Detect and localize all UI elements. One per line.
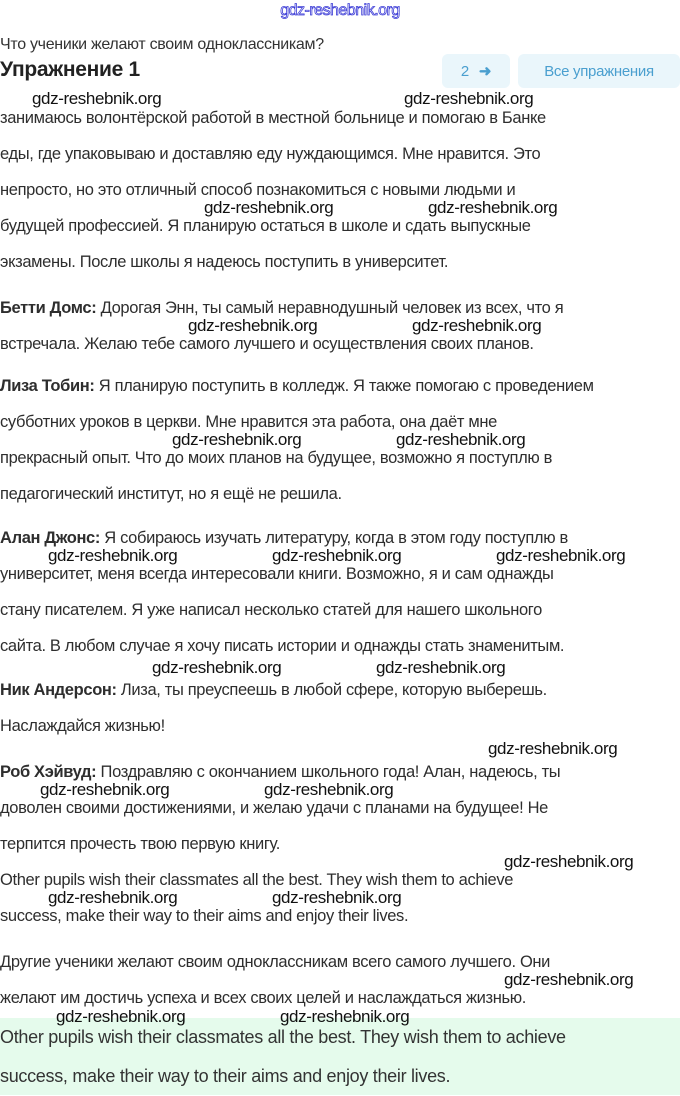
text-line: еды, где упаковываю и доставляю еду нуждающимся. Мне нравится. Это [0,145,541,163]
speaker-name: Бетти Домс: [0,299,97,317]
speech-text: Поздравляю с окончанием школьного года! Алан, надеюсь, ты [96,763,561,781]
text-line: непросто, но это отличный способ познакомиться с новыми людьми и [0,181,516,199]
text-line [0,290,680,326]
page-subtitle: Что ученики желают своим одноклассникам? [0,36,324,53]
watermark: gdz-reshebnik.org [504,852,634,871]
watermark: gdz-reshebnik.org [152,658,282,677]
next-exercise-button[interactable] [442,54,510,88]
watermark: gdz-reshebnik.org [48,546,178,565]
watermark: gdz-reshebnik.org [504,970,634,989]
watermark: gdz-reshebnik.org [56,1007,186,1026]
watermark: gdz-reshebnik.org [396,430,526,449]
text-line: прекрасный опыт. Что до моих планов на будущее, возможно я поступлю в [0,449,553,467]
speech-text: Я собираюсь изучать литературу, когда в этом году поступлю в [100,529,568,547]
all-exercises-button[interactable]: Все упражнения [518,54,680,88]
watermark: gdz-reshebnik.org [376,658,506,677]
watermark: gdz-reshebnik.org [188,316,318,335]
text-line: стану писателем. Я уже написал несколько статей для нашего школьного [0,601,542,619]
text-line: Наслаждайся жизнью! [0,717,165,735]
text-line: университет, меня всегда интересовали книги. Возможно, я и сам однажды [0,565,554,583]
text-line [0,672,680,708]
site-watermark: gdz-reshebnik.org [280,2,400,19]
watermark: gdz-reshebnik.org [264,780,394,799]
watermark: gdz-reshebnik.org [280,1007,410,1026]
text-line: занимаюсь волонтёрской работой в местной больнице и помогаю в Банке [0,109,546,127]
text-line: педагогический институт, но я ещё не решила. [0,485,342,503]
speech-text: Лиза, ты преуспеешь в любой сфере, которую выберешь. [116,681,547,699]
watermark: gdz-reshebnik.org [496,546,626,565]
text-line: Другие ученики желают своим одноклассникам всего самого лучшего. Они [0,953,551,971]
text-line: будущей профессией. Я планирую остаться в школе и сдать выпускные [0,217,531,235]
watermark: gdz-reshebnik.org [428,198,558,217]
speech-text: Дорогая Энн, ты самый неравнодушный человек из всех, что я [96,299,564,317]
paragraph [0,290,680,362]
paragraph [0,520,680,664]
paragraph [0,100,680,280]
watermark: gdz-reshebnik.org [172,430,302,449]
text-line: терпится прочесть твою первую книгу. [0,835,281,853]
watermark: gdz-reshebnik.org [404,89,534,108]
text-line: success, make their way to their aims and enjoy their lives. [0,907,409,925]
page-title: Упражнение 1 [0,58,140,81]
text-line: сайта. В любом случае я хочу писать истории и однажды стать знаменитым. [0,637,565,655]
paragraph [0,368,680,512]
paragraph [0,672,680,744]
watermark: gdz-reshebnik.org [204,198,334,217]
text-line: Other pupils wish their classmates all the best. They wish them to achieve [0,871,514,889]
speaker-name: Лиза Тобин: [0,377,95,395]
text-line: экзамены. После школы я надеюсь поступить в университет. [0,253,449,271]
text-line: субботних уроков в церкви. Мне нравится эта работа, она даёт мне [0,413,497,431]
watermark: gdz-reshebnik.org [40,780,170,799]
text-line: встречала. Желаю тебе самого лучшего и осуществления своих планов. [0,335,534,353]
text-line [0,368,680,404]
paragraph [0,754,680,862]
answer-line: success, make their way to their aims and enjoy their lives. [0,1066,451,1086]
speaker-name: Алан Джонс: [0,529,101,547]
watermark: gdz-reshebnik.org [32,89,162,108]
next-exercise-label: 2 [460,62,469,80]
watermark: gdz-reshebnik.org [488,739,618,758]
watermark: gdz-reshebnik.org [412,316,542,335]
speech-text: Я планирую поступить в колледж. Я также помогаю с проведением [94,377,594,395]
watermark: gdz-reshebnik.org [272,546,402,565]
arrow-right-icon: ➜ [478,63,492,80]
speaker-name: Ник Андерсон: [0,681,117,699]
speaker-name: Роб Хэйвуд: [0,763,97,781]
text-line: доволен своими достижениями, и желаю удачи с планами на будущее! Не [0,799,548,817]
answer-box [0,1018,680,1095]
text-line: желают им достичь успеха и всех своих целей и наслаждаться жизнью. [0,989,527,1007]
watermark: gdz-reshebnik.org [48,888,178,907]
answer-line: Other pupils wish their classmates all the best. They wish them to achieve [0,1027,566,1047]
watermark: gdz-reshebnik.org [272,888,402,907]
